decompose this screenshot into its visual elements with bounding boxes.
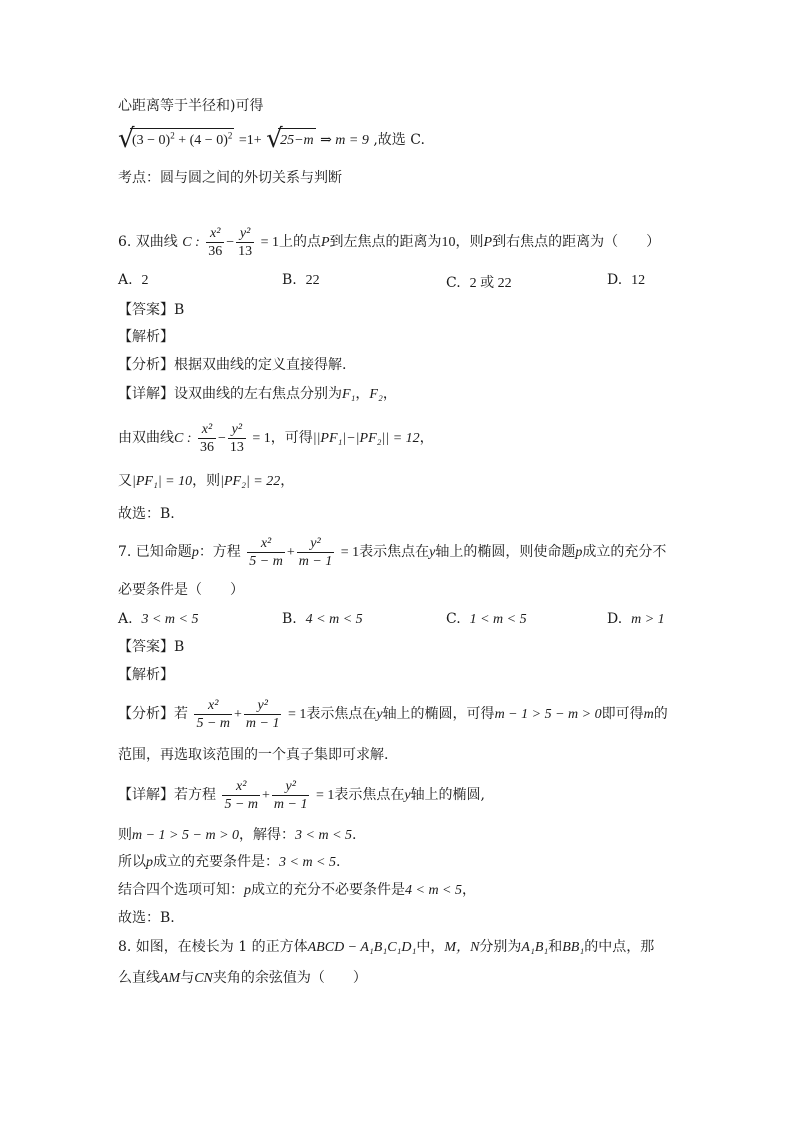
q6-xiangjie-line — [118, 384, 397, 405]
text: 范围，再选取该范围的一个真子集即可求解. — [118, 747, 389, 763]
denominator: 13 — [238, 243, 253, 259]
answer-tag: 【答案】 — [118, 302, 174, 318]
text: 又 — [118, 473, 132, 489]
text: 分别为 — [479, 939, 522, 955]
proposition-p: p — [244, 883, 251, 898]
result: 4 < m < 5 — [405, 883, 463, 898]
denominator: 36 — [199, 439, 214, 455]
curve-name: C : — [174, 431, 192, 446]
minus-sign: − — [226, 235, 235, 250]
final-text: 故选：B. — [118, 506, 175, 522]
q7-answer-line — [118, 637, 184, 657]
text: 成立的充要条件是： — [153, 854, 279, 870]
proposition-p: p — [146, 855, 153, 870]
inequality: m − 1 > 5 − m > 0 — [132, 828, 240, 843]
choose-c: ,故选 C. — [373, 132, 425, 148]
q6-text: 上的点 — [278, 234, 321, 250]
denominator: 36 — [208, 243, 223, 259]
q7-final-line — [118, 908, 175, 928]
q6-answer-line — [118, 300, 184, 320]
q6-prefix: 6. 双曲线 — [118, 234, 178, 250]
text: 成立的充分不 — [582, 544, 667, 560]
question-7-stem — [118, 532, 666, 573]
q7-option-a[interactable] — [118, 611, 198, 628]
option-value: 2 或 22 — [469, 276, 512, 291]
abs-difference: ||PF₁|−|PF₂|| = 12 — [312, 431, 420, 446]
radicand-2: 25−m — [278, 128, 316, 151]
text: ，可得 — [270, 430, 313, 446]
q7-option-b[interactable] — [282, 611, 363, 628]
text: 和 — [548, 939, 563, 955]
q6-option-b[interactable] — [282, 272, 320, 289]
implies-m: ⇒ m = 9 — [320, 133, 369, 148]
q6-option-c[interactable] — [446, 272, 512, 292]
text: ：方程 — [198, 544, 241, 560]
fraction-y — [272, 778, 310, 813]
q7-xiangjie-line — [118, 775, 485, 816]
q6-fenxi-line — [118, 355, 346, 375]
q7-fenxi-line — [118, 694, 668, 735]
plus-sign: + — [234, 707, 242, 722]
equals-one: = 1 — [252, 431, 271, 446]
text: 表示焦点在 — [306, 706, 377, 722]
denominator: m − 1 — [245, 715, 280, 731]
fraction-x — [222, 778, 260, 813]
text: ， — [419, 430, 434, 446]
equals-one: = 1 — [260, 235, 279, 250]
denominator: 13 — [229, 439, 244, 455]
question-8-stem — [118, 937, 654, 958]
fenxi-tag: 【分析】 — [118, 706, 174, 722]
numerator: x² — [198, 421, 216, 439]
text: 中， — [416, 939, 445, 955]
q7-option-d[interactable] — [607, 611, 665, 628]
fraction-x — [194, 697, 232, 732]
text: . — [336, 854, 341, 870]
option-letter: D. — [607, 272, 623, 288]
plus-sign: + — [262, 788, 270, 803]
text: 若方程 — [174, 787, 216, 803]
pf1-eq: |PF₁| = 10 — [132, 474, 193, 489]
option-value: 3 < m < 5 — [141, 612, 199, 627]
q7-option-c[interactable] — [446, 611, 527, 628]
q7-fraction-x — [247, 535, 285, 570]
text: ， — [280, 473, 295, 489]
text: 结合四个选项可知： — [118, 882, 244, 898]
option-value: 2 — [141, 273, 149, 288]
text: ， — [462, 882, 477, 898]
numerator: y² — [272, 778, 310, 796]
radicand: $(3 - 0)^2 + (4 - 0)^2$ — [130, 128, 234, 151]
radical-sign: √ — [118, 124, 135, 154]
analysis-tag: 【解析】 — [118, 329, 174, 345]
var-m: m — [643, 707, 654, 722]
option-letter: A. — [118, 272, 133, 288]
fraction-x — [198, 421, 216, 456]
xiangjie-tag: 【详解】 — [118, 386, 174, 402]
text-line — [118, 96, 263, 116]
equals-one: = 1 — [287, 707, 307, 722]
text: 所以 — [118, 854, 146, 870]
option-letter: C. — [446, 611, 461, 627]
equals-one: = 1 — [340, 545, 360, 560]
equals-one-plus: =1+ — [238, 133, 262, 148]
comma: ， — [355, 386, 370, 402]
option-letter: B. — [282, 272, 297, 288]
q6-curve-name: C : — [182, 235, 200, 250]
text: 表示焦点在 — [334, 787, 405, 803]
text: 必要条件是（ ） — [118, 582, 244, 598]
text: . — [352, 827, 357, 843]
denominator: 5 − m — [224, 796, 259, 812]
denominator: 5 − m — [196, 715, 231, 731]
answer-tag: 【答案】 — [118, 639, 174, 655]
radical-sign-2: √ — [266, 124, 283, 154]
text: 么直线 — [118, 970, 160, 986]
option-value: 22 — [305, 273, 320, 288]
q6-option-a[interactable] — [118, 272, 148, 289]
kaodian: 考点：圆与圆之间的外切关系与判断 — [118, 170, 342, 186]
q6-text-2: 到左焦点的距离为 — [329, 234, 442, 250]
axis-y: y — [429, 545, 436, 560]
edge-bb1: BB₁ — [562, 940, 585, 955]
result: 3 < m < 5 — [279, 855, 337, 870]
q6-option-d[interactable] — [607, 272, 645, 289]
numerator: x² — [194, 697, 232, 715]
line-am: AM — [160, 971, 181, 986]
numerator: x² — [222, 778, 260, 796]
option-value: 1 < m < 5 — [469, 612, 527, 627]
denominator: 5 − m — [249, 553, 283, 569]
option-value: 12 — [631, 273, 646, 288]
text: 轴上的椭圆, — [410, 787, 486, 803]
question-7-stem-2 — [118, 580, 244, 600]
numerator: y² — [244, 697, 282, 715]
equals-one: = 1 — [315, 788, 335, 803]
q6-derivation-line — [118, 418, 434, 459]
text: 即可得 — [601, 706, 644, 722]
q6-given-line — [118, 471, 294, 492]
numerator: y² — [236, 225, 254, 243]
q6-fraction-x — [206, 225, 224, 260]
focus-f2: F₂ — [369, 387, 383, 402]
text: 轴上的椭圆，则使命题 — [435, 544, 576, 560]
points-mn: M，N — [444, 940, 480, 955]
proposition-p: p — [575, 545, 583, 560]
axis-y: y — [376, 707, 383, 722]
text: 与 — [180, 970, 195, 986]
q6-final-line — [118, 504, 175, 524]
option-letter: A. — [118, 611, 133, 627]
proposition-p: p — [191, 545, 199, 560]
denominator: m − 1 — [298, 553, 333, 569]
fenxi-tag: 【分析】 — [118, 357, 174, 373]
point-p: P — [483, 235, 493, 250]
result: 3 < m < 5 — [295, 828, 353, 843]
comma: ， — [382, 386, 397, 402]
text: 8. 如图，在棱长为 1 的正方体 — [118, 939, 308, 955]
question-8-stem-2 — [118, 968, 367, 989]
question-6-stem — [118, 222, 660, 263]
q7-so-line — [118, 852, 340, 873]
answer-value: B — [174, 302, 185, 318]
axis-y: y — [404, 788, 411, 803]
q6-text-3: ，则 — [455, 234, 484, 250]
text: 夹角的余弦值为（ ） — [212, 970, 367, 986]
text: 若 — [174, 706, 188, 722]
option-value: m > 1 — [631, 612, 665, 627]
text: 表示焦点在 — [359, 544, 430, 560]
edge-a1b1: A₁B₁ — [521, 940, 549, 955]
q6-text-4: 到右焦点的距离为（ ） — [492, 234, 661, 250]
text: 成立的充分不必要条件是 — [251, 882, 405, 898]
sqrt-expression-2 — [266, 124, 316, 154]
cube-name: ABCD − A₁B₁C₁D₁ — [307, 940, 417, 955]
q7-combine-line — [118, 880, 476, 901]
q7-then-line — [118, 825, 356, 846]
text: ，解得： — [239, 827, 296, 843]
text: 心距离等于半径和)可得 — [118, 98, 264, 114]
text: 的中点，那 — [584, 939, 655, 955]
q7-fraction-y — [297, 535, 335, 570]
text: 轴上的椭圆，可得 — [382, 706, 495, 722]
q6-analysis-line — [118, 327, 174, 347]
q6-fraction-y — [236, 225, 254, 260]
analysis-tag: 【解析】 — [118, 667, 174, 683]
fenxi-text: 根据双曲线的定义直接得解. — [174, 357, 347, 373]
numerator: x² — [206, 225, 224, 243]
option-letter: C. — [446, 275, 461, 291]
focus-f1: F₁ — [342, 387, 356, 402]
option-letter: B. — [282, 611, 297, 627]
answer-value: B — [174, 639, 185, 655]
plus-sign: + — [286, 545, 295, 560]
final-text: 故选：B. — [118, 910, 175, 926]
fraction-y — [244, 697, 282, 732]
text: 则 — [118, 827, 132, 843]
numerator: y² — [228, 421, 246, 439]
option-value: 4 < m < 5 — [305, 612, 363, 627]
text: 的 — [653, 706, 668, 722]
formula-line — [118, 124, 425, 154]
text-line — [118, 168, 342, 188]
inequality: m − 1 > 5 − m > 0 — [494, 707, 602, 722]
numerator: x² — [247, 535, 285, 553]
q7-prefix: 7. 已知命题 — [118, 544, 192, 560]
denominator: m − 1 — [273, 796, 308, 812]
distance-10: 10 — [441, 235, 456, 250]
text: 由双曲线 — [118, 430, 174, 446]
minus-sign: − — [217, 431, 226, 446]
text: ，则 — [192, 473, 221, 489]
q7-analysis-line — [118, 665, 174, 685]
line-cn: CN — [194, 971, 213, 986]
pf2-eq: |PF₂| = 22 — [220, 474, 281, 489]
sqrt-expression — [118, 124, 234, 154]
fraction-y — [228, 421, 246, 456]
xiangjie-text: 设双曲线的左右焦点分别为 — [174, 386, 342, 402]
numerator: y² — [297, 535, 335, 553]
option-letter: D. — [607, 611, 623, 627]
xiangjie-tag: 【详解】 — [118, 787, 174, 803]
point-p: P — [320, 235, 330, 250]
q7-fenxi-line-2 — [118, 745, 388, 765]
